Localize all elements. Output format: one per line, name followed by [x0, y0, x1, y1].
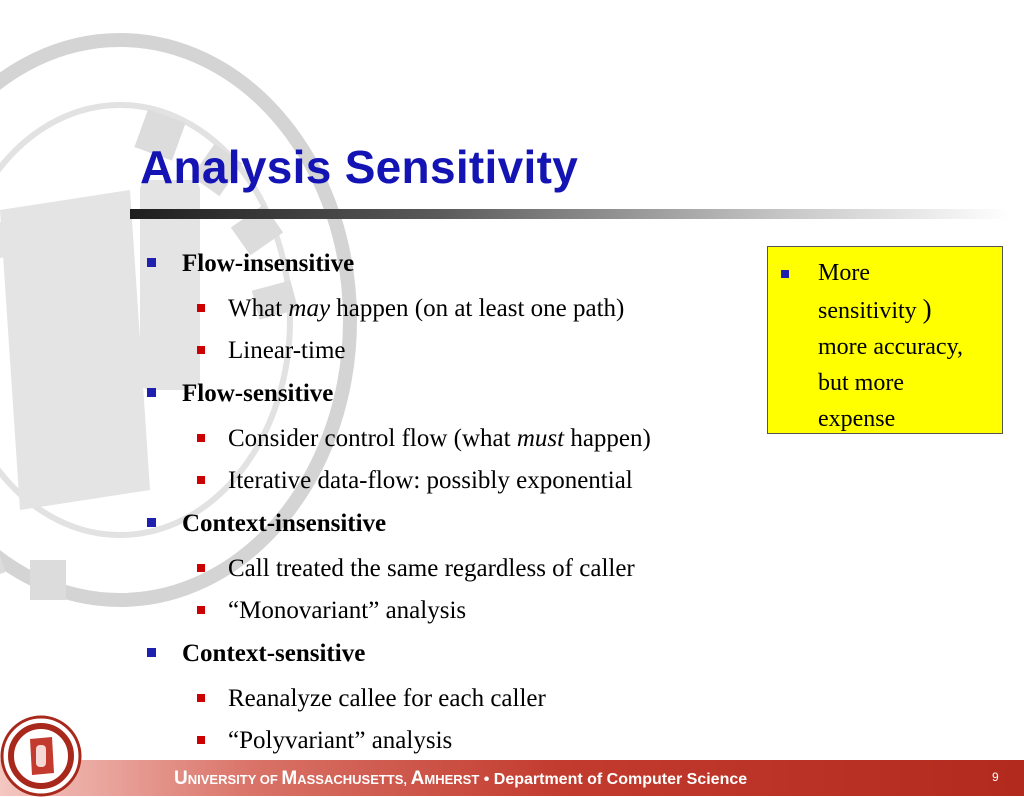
sub-bullet-text: “Polyvariant” analysis	[228, 727, 453, 754]
sub-bullet-text: Consider control flow (what	[228, 425, 517, 452]
square-bullet-icon	[147, 388, 156, 397]
sub-bullet-text: “Monovariant” analysis	[228, 597, 467, 624]
sub-bullet-text: What	[228, 295, 289, 322]
bullet-text: Flow-sensitive	[182, 380, 334, 407]
title-underline	[130, 209, 1010, 219]
sub-bullet	[146, 418, 766, 460]
callout-line	[818, 291, 998, 329]
callout-line: more accuracy,	[818, 334, 964, 360]
sub-bullet	[146, 678, 766, 720]
bullet-flow-insensitive	[146, 243, 766, 285]
square-bullet-icon	[781, 270, 789, 278]
callout-box	[767, 246, 1003, 434]
university-seal-logo	[0, 715, 82, 797]
square-bullet-icon	[147, 648, 156, 657]
slide-title: Analysis Sensitivity	[140, 141, 579, 193]
square-bullet-icon	[197, 346, 205, 354]
bullet-flow-sensitive	[146, 373, 766, 415]
bullet-context-sensitive	[146, 633, 766, 675]
sub-bullet	[146, 590, 766, 632]
sub-bullet	[146, 720, 766, 762]
square-bullet-icon	[147, 518, 156, 527]
implies-symbol: )	[922, 294, 932, 324]
emphasis-text: may	[288, 295, 331, 322]
bullet-text: Context-sensitive	[182, 640, 366, 667]
square-bullet-icon	[197, 564, 205, 572]
bullet-context-insensitive	[146, 503, 766, 545]
callout-text	[818, 255, 998, 437]
square-bullet-icon	[197, 694, 205, 702]
sub-bullet	[146, 460, 766, 502]
sub-bullet	[146, 288, 766, 330]
sub-bullet-text: happen (on at least one path)	[330, 295, 625, 322]
square-bullet-icon	[197, 736, 205, 744]
emphasis-text: must	[516, 425, 565, 452]
callout-line: but more	[818, 370, 904, 396]
footer-cap: M	[281, 768, 298, 789]
callout-line: expense	[818, 406, 896, 432]
bullet-text: Context-insensitive	[182, 510, 387, 537]
sub-bullet-text: happen)	[564, 425, 651, 452]
sub-bullet-text: Reanalyze callee for each caller	[228, 685, 546, 712]
sub-bullet	[146, 548, 766, 590]
footer-separator: •	[479, 771, 494, 788]
callout-line: More	[818, 260, 870, 286]
footer-cap: A	[410, 768, 425, 789]
square-bullet-icon	[197, 434, 205, 442]
square-bullet-icon	[147, 258, 156, 267]
footer-smallcaps: ASSACHUSETTS,	[297, 772, 411, 787]
footer-smallcaps: MHERST	[424, 772, 480, 787]
square-bullet-icon	[197, 476, 205, 484]
footer-smallcaps: NIVERSITY OF	[187, 772, 282, 787]
callout-line-text: sensitivity	[818, 298, 923, 324]
sub-bullet-text: Call treated the same regardless of caller	[228, 555, 635, 582]
square-bullet-icon	[197, 304, 205, 312]
bullet-text: Flow-insensitive	[182, 250, 355, 277]
square-bullet-icon	[197, 606, 205, 614]
sub-bullet-text: Iterative data-flow: possibly exponential	[228, 467, 633, 494]
sub-bullet	[146, 330, 766, 372]
footer-department: Department of Computer Science	[493, 771, 748, 788]
footer-cap: U	[174, 768, 188, 789]
bullet-list	[146, 243, 766, 762]
page-number: 9	[992, 770, 999, 784]
footer-text	[174, 768, 747, 790]
sub-bullet-text: Linear-time	[228, 337, 346, 364]
